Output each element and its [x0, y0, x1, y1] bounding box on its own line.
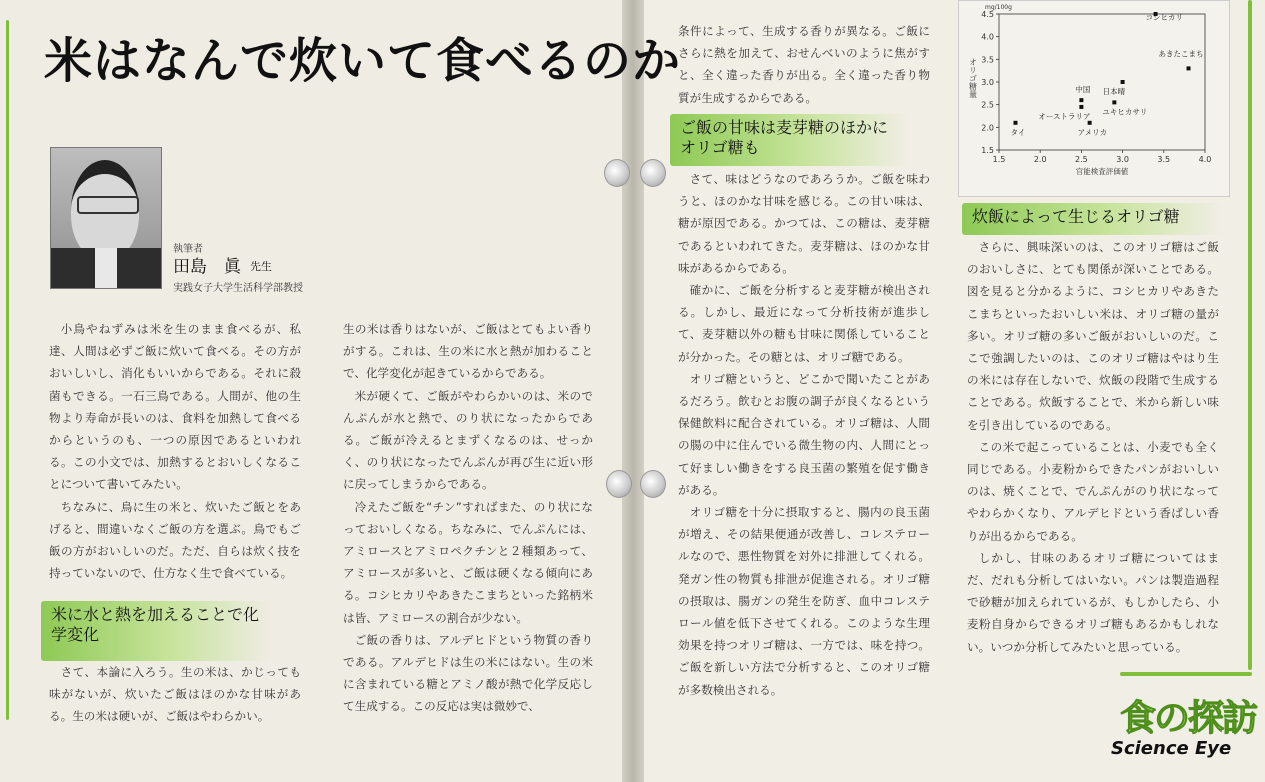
paragraph: 条件によって、生成する香りが異なる。ご飯にさらに熱を加えて、おせんべいのように焦がすと、全く違った香りが出る。全く違った香り物質が生成するからである。: [678, 24, 930, 105]
data-point: [1121, 80, 1125, 84]
x-axis-label: 官能検査評価値: [1075, 167, 1129, 176]
decorative-green-line-bottom: [1120, 672, 1252, 676]
data-point: [1079, 98, 1083, 102]
paragraph: しかし、甘味のあるオリゴ糖についてはまだ、だれも分析してはいない。パンは製造過程で砂糖が加えられているが、もしかしたら、小麦粉自身からできるオリゴ糖もあるかもしれない。いつか分析してみたいと思っている。: [967, 550, 1219, 654]
decorative-green-line-right: [1248, 0, 1252, 670]
section-heading-rice-cooking: 炊飯によって生じるオリゴ糖: [962, 203, 1224, 235]
y-axis-label: オリゴ糖量: [968, 58, 978, 98]
data-point: [1088, 121, 1092, 125]
binder-hole: [606, 470, 632, 498]
decorative-green-line-left: [6, 20, 9, 720]
binder-hole: [640, 470, 666, 498]
article-column-2: [343, 318, 593, 718]
section-heading-oligosaccharide: ご飯の甘味は麦芽糖のほかにオリゴ糖も: [670, 114, 910, 166]
binder-hole: [604, 159, 630, 187]
author-role: 執筆者: [173, 244, 203, 255]
logo-mark: 食の探訪: [1120, 697, 1257, 739]
article-column-4: [967, 236, 1219, 658]
paragraph: さて、本論に入ろう。生の米は、かじっても味がないが、炊いたご飯はほのかな甘味がある。生の米は硬いが、ご飯はやわらかい。: [49, 665, 301, 724]
paragraph: 冷えたご飯を“チン”すればまた、のり状になっておいしくなる。ちなみに、でんぷんには、アミロースとアミロペクチンと２種類あって、アミロースが多いと、ご飯は硬くなる傾向にある。コシヒカリやあきたこまちといった銘柄米は皆、アミロースの割合が少ない。: [343, 499, 593, 625]
x-tick-label: 3.5: [1157, 155, 1171, 164]
paragraph: この米で起こっていることは、小麦でも全く同じである。小麦粉からできたパンがおいしいのは、焼くことで、でんぷんがのり状になってやわらかくなり、アルデヒドという香ばしい香りが出るからである。: [967, 439, 1219, 543]
oligosaccharide-scatter-chart: [965, 0, 1223, 190]
paragraph: ご飯の香りは、アルデヒドという物質の香りである。アルデヒドは生の米にはない。生の米に含まれている糖とアミノ酸が熱で化学反応して生成する。この反応は実は微妙で、: [343, 632, 593, 714]
paragraph: 小鳥やねずみは米を生のまま食べるが、私達、人間は必ずご飯に炊いて食べる。その方がおいしいし、消化もいいからである。それに殺菌もできる。一石三鳥である。人間が、他の生物より寿命が長いのは、食料を加熱して食べるからというのも、一つの原因であるといわれる。この小文では、加熱するとおいしくなることについて書いてみたい。: [49, 322, 301, 492]
science-eye-logo: [1108, 690, 1258, 775]
x-tick-label: 1.5: [992, 155, 1006, 164]
paragraph: 確かに、ご飯を分析すると麦芽糖が検出される。しかし、最近になって分析技術が進歩して、麦芽糖以外の糖も甘味に関係していることが分かった。その糖とは、オリゴ糖である。: [678, 283, 930, 364]
author-affiliation: 実践女子大学生活科学部教授: [173, 283, 303, 294]
binder-hole: [640, 159, 666, 187]
article-column-1-continued: [49, 661, 301, 728]
page-gutter: [622, 0, 644, 782]
author-photo: [50, 147, 162, 289]
article-column-1: [49, 318, 301, 584]
paragraph: 米が硬くて、ご飯がやわらかいのは、米のでんぷんが水と熱で、のり状になったからである。ご飯が冷えるとまずくなるのは、せっかく、のり状になったでんぷんが再び生に近い形に戻ってしまうからである。: [343, 388, 593, 492]
logo-text: Science Eye: [1111, 738, 1232, 759]
author-name: 田島 眞: [173, 257, 241, 277]
data-point-label: あきたこまち: [1158, 49, 1204, 59]
x-tick-label: 3.0: [1116, 155, 1129, 164]
data-point-label: アメリカ: [1077, 127, 1108, 137]
data-point-label: 中国: [1075, 85, 1091, 95]
paragraph: 生の米は香りはないが、ご飯はとてもよい香りがする。これは、生の米に水と熱が加わることで、化学変化が起きているからである。: [343, 322, 593, 381]
x-tick-label: 4.0: [1198, 155, 1212, 164]
data-point: [1112, 100, 1116, 104]
y-tick-label: 2.5: [981, 100, 994, 110]
paragraph: さらに、興味深いのは、このオリゴ糖はご飯のおいしさに、とても関係が深いことである。図を見ると分かるように、コシヒカリやあきたこまちといったおいしい米は、オリゴ糖の量が多い。オリゴ糖の多いご飯がおいしいのだ。ここで強調したいのは、このオリゴ糖はやはり生の米には存在しないで、炊飯の段階で生成することである。炊飯することで、米から新しい味を引き出しているのである。: [967, 240, 1219, 432]
article-column-3: [678, 20, 930, 109]
data-point: [1187, 66, 1191, 70]
data-point: [1013, 121, 1017, 125]
data-point-label: 日本晴: [1102, 87, 1126, 96]
data-point-label: コシヒカリ: [1145, 13, 1184, 22]
paragraph: オリゴ糖を十分に摂取すると、腸内の良玉菌が増え、その結果便通が改善し、コレステロールなので、悪性物質を対外に排泄してくれる。発ガン性の物質も排泄が促進される。オリゴ糖の摂取は、腸ガンの発生を防ぎ、血中コレステロール値を低下させてくれる。このような生理効果を持つオリゴ糖は、一方では、味を持つ。ご飯を新しい方法で分析すると、このオリゴ糖が多数検出される。: [678, 505, 930, 697]
author-honorific: 先生: [250, 260, 272, 273]
x-tick-label: 2.0: [1033, 155, 1047, 164]
y-unit-label: mg/100g: [985, 4, 1012, 11]
data-point-label: ユキヒカサリ: [1102, 107, 1148, 117]
article-title: 米はなんで炊いて食べるのか: [44, 33, 682, 89]
y-tick-label: 3.0: [981, 78, 994, 87]
y-tick-label: 3.5: [981, 55, 994, 65]
y-tick-label: 1.5: [981, 146, 994, 155]
paragraph: オリゴ糖というと、どこかで聞いたことがあるだろう。飲むとお腹の調子が良くなるという保健飲料に配合されている。オリゴ糖は、人間の腸の中に住んでいる微生物の内、人間にとって好ましい働きをする良玉菌の繁殖を促す働きがある。: [678, 371, 930, 497]
y-tick-label: 2.0: [981, 123, 994, 133]
article-column-3-continued: [678, 168, 930, 701]
paragraph: さて、味はどうなのであろうか。ご飯を味わうと、ほのかな甘味を感じる。この甘い味は、糖が原因である。かつては、この糖は、麦芽糖であるといわれてきた。麦芽糖は、ほのかな甘味があるからである。: [678, 172, 930, 275]
paragraph: ちなみに、鳥に生の米と、炊いたご飯とをあげると、間違いなくご飯の方を選ぶ。鳥でもご飯の方がおいしいのだ。ただ、自らは炊く技を持っていないので、仕方なく生で食べている。: [49, 499, 301, 581]
data-point: [1079, 105, 1083, 109]
section-heading-chemical-change: 米に水と熱を加えることで化学変化: [41, 601, 271, 661]
y-tick-label: 4.0: [981, 32, 994, 42]
data-point-label: タイ: [1010, 127, 1026, 137]
data-point-label: オーストラリア: [1038, 111, 1091, 121]
x-tick-label: 2.5: [1075, 155, 1088, 164]
y-tick-label: 4.5: [981, 10, 994, 19]
